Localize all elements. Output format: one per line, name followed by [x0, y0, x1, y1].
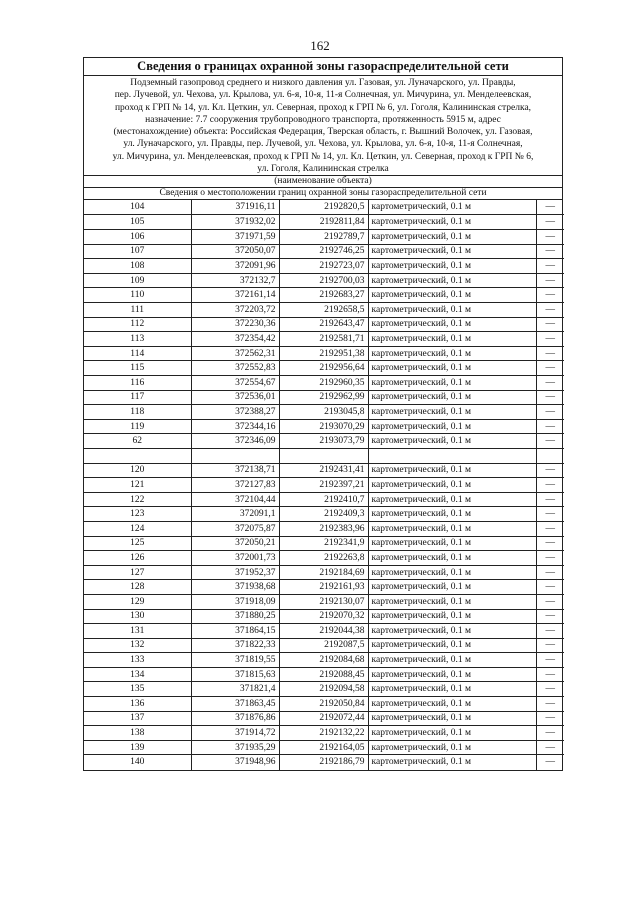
coord-y: 2192658,5	[279, 303, 368, 318]
point-number: 109	[84, 273, 191, 288]
table-row	[84, 448, 564, 463]
method-accuracy: картометрический, 0.1 м	[368, 653, 536, 668]
method-accuracy: картометрический, 0.1 м	[368, 244, 536, 259]
coord-x: 372344,16	[191, 419, 279, 434]
table-row	[84, 682, 564, 697]
table-row	[84, 624, 564, 639]
description-dash: —	[536, 273, 564, 288]
point-number: 133	[84, 653, 191, 668]
coord-y: 2192088,45	[279, 667, 368, 682]
point-number: 113	[84, 332, 191, 347]
description-dash: —	[536, 361, 564, 376]
table-row	[84, 376, 564, 391]
coord-x: 372552,83	[191, 361, 279, 376]
description-dash: —	[536, 594, 564, 609]
table-row	[84, 609, 564, 624]
coord-y: 2192960,35	[279, 376, 368, 391]
coord-x: 371916,11	[191, 200, 279, 215]
method-accuracy: картометрический, 0.1 м	[368, 580, 536, 595]
description-line: ул. Мичурина, ул. Менделеевская, проход к ГРП № 14, ул. Кл. Цеткин, ул. Северная, проход к ГРП № 6,	[112, 151, 534, 162]
table-row	[84, 521, 564, 536]
coord-x: 372230,36	[191, 317, 279, 332]
table-row	[84, 230, 564, 245]
point-number: 137	[84, 711, 191, 726]
table-row	[84, 492, 564, 507]
coord-x	[191, 448, 279, 463]
description-dash: —	[536, 740, 564, 755]
coord-y: 2192643,47	[279, 317, 368, 332]
coord-y	[279, 448, 368, 463]
point-number: 136	[84, 697, 191, 712]
point-number: 105	[84, 215, 191, 230]
point-number: 117	[84, 390, 191, 405]
table-row	[84, 697, 564, 712]
table-row	[84, 405, 564, 420]
point-number: 127	[84, 565, 191, 580]
method-accuracy: картометрический, 0.1 м	[368, 624, 536, 639]
table-row	[84, 638, 564, 653]
coord-x: 372536,01	[191, 390, 279, 405]
description-dash: —	[536, 244, 564, 259]
coord-y: 2192070,32	[279, 609, 368, 624]
method-accuracy: картометрический, 0.1 м	[368, 390, 536, 405]
method-accuracy: картометрический, 0.1 м	[368, 594, 536, 609]
point-number: 125	[84, 536, 191, 551]
table-row	[84, 667, 564, 682]
point-number: 116	[84, 376, 191, 391]
coord-y: 2192409,3	[279, 507, 368, 522]
coord-y: 2192700,03	[279, 273, 368, 288]
description-dash: —	[536, 419, 564, 434]
table-row	[84, 303, 564, 318]
description-dash: —	[536, 638, 564, 653]
method-accuracy: картометрический, 0.1 м	[368, 507, 536, 522]
point-number: 135	[84, 682, 191, 697]
description-line: пер. Лучевой, ул. Чехова, ул. Крылова, ул. 6-я, 10-я, 11-я Солнечная, ул. Мичурина, ул. Менделеевская,	[114, 90, 532, 101]
description-dash: —	[536, 434, 564, 449]
coord-y: 2192956,64	[279, 361, 368, 376]
coord-x: 371880,25	[191, 609, 279, 624]
coord-y: 2193045,8	[279, 405, 368, 420]
coord-y: 2192094,58	[279, 682, 368, 697]
method-accuracy: картометрический, 0.1 м	[368, 551, 536, 566]
coord-y: 2192431,41	[279, 463, 368, 478]
method-accuracy: картометрический, 0.1 м	[368, 215, 536, 230]
coord-y: 2192581,71	[279, 332, 368, 347]
description-dash: —	[536, 346, 564, 361]
description-dash: —	[536, 390, 564, 405]
method-accuracy: картометрический, 0.1 м	[368, 726, 536, 741]
point-number: 114	[84, 346, 191, 361]
coordinates-table	[84, 200, 564, 769]
coord-x: 371932,02	[191, 215, 279, 230]
method-accuracy	[368, 448, 536, 463]
coord-x: 371863,45	[191, 697, 279, 712]
description-line: ул. Гоголя, Калининская стрелка	[257, 164, 389, 175]
description-dash: —	[536, 288, 564, 303]
method-accuracy: картометрический, 0.1 м	[368, 273, 536, 288]
method-accuracy: картометрический, 0.1 м	[368, 303, 536, 318]
coord-y: 2193070,29	[279, 419, 368, 434]
coord-y: 2192263,8	[279, 551, 368, 566]
point-number: 130	[84, 609, 191, 624]
coord-x: 372346,09	[191, 434, 279, 449]
table-row	[84, 200, 564, 215]
method-accuracy: картометрический, 0.1 м	[368, 361, 536, 376]
point-number: 118	[84, 405, 191, 420]
table-row	[84, 653, 564, 668]
point-number: 124	[84, 521, 191, 536]
coord-x: 372132,7	[191, 273, 279, 288]
point-number: 134	[84, 667, 191, 682]
description-line: Подземный газопровод среднего и низкого давления ул. Газовая, ул. Луначарского, ул. Правды,	[130, 78, 516, 88]
method-accuracy: картометрический, 0.1 м	[368, 755, 536, 770]
coord-y: 2192397,21	[279, 478, 368, 493]
method-accuracy: картометрический, 0.1 м	[368, 200, 536, 215]
table-row	[84, 259, 564, 274]
point-number: 62	[84, 434, 191, 449]
point-number: 107	[84, 244, 191, 259]
method-accuracy: картометрический, 0.1 м	[368, 434, 536, 449]
coord-x: 372050,21	[191, 536, 279, 551]
method-accuracy: картометрический, 0.1 м	[368, 478, 536, 493]
table-row	[84, 361, 564, 376]
coord-y: 2192044,38	[279, 624, 368, 639]
point-number: 139	[84, 740, 191, 755]
table-row	[84, 551, 564, 566]
coord-y: 2192723,07	[279, 259, 368, 274]
coord-x: 372161,14	[191, 288, 279, 303]
description-dash: —	[536, 667, 564, 682]
table-row	[84, 419, 564, 434]
table-row	[84, 288, 564, 303]
description-dash: —	[536, 317, 564, 332]
description-dash: —	[536, 653, 564, 668]
description-dash: —	[536, 697, 564, 712]
description-dash: —	[536, 259, 564, 274]
table-row	[84, 580, 564, 595]
description-dash: —	[536, 609, 564, 624]
coord-x: 372127,83	[191, 478, 279, 493]
method-accuracy: картометрический, 0.1 м	[368, 317, 536, 332]
coord-y: 2192184,69	[279, 565, 368, 580]
table-row	[84, 273, 564, 288]
coord-x: 372104,44	[191, 492, 279, 507]
coord-x: 372050,07	[191, 244, 279, 259]
description-dash: —	[536, 230, 564, 245]
description-dash: —	[536, 624, 564, 639]
table-row	[84, 332, 564, 347]
coord-y: 2192683,27	[279, 288, 368, 303]
coord-y: 2192789,7	[279, 230, 368, 245]
description-dash	[536, 448, 564, 463]
coord-y: 2192186,79	[279, 755, 368, 770]
point-number: 129	[84, 594, 191, 609]
table-row	[84, 478, 564, 493]
table-row	[84, 594, 564, 609]
description-dash: —	[536, 580, 564, 595]
method-accuracy: картометрический, 0.1 м	[368, 667, 536, 682]
description-dash: —	[536, 463, 564, 478]
coord-y: 2193073,79	[279, 434, 368, 449]
object-caption: (наименование объекта)	[84, 176, 562, 188]
coord-x: 371821,4	[191, 682, 279, 697]
coord-x: 372354,42	[191, 332, 279, 347]
description-line: проход к ГРП № 14, ул. Кл. Цеткин, ул. Северная, проход к ГРП № 6, ул. Гоголя, Калининская стрелка,	[114, 102, 532, 113]
coord-y: 2192132,22	[279, 726, 368, 741]
description-dash: —	[536, 200, 564, 215]
description-dash: —	[536, 682, 564, 697]
description-dash: —	[536, 478, 564, 493]
coord-y: 2192811,84	[279, 215, 368, 230]
point-number	[84, 448, 191, 463]
description-dash: —	[536, 492, 564, 507]
description-dash: —	[536, 551, 564, 566]
coord-x: 372091,1	[191, 507, 279, 522]
table-row	[84, 726, 564, 741]
description-dash: —	[536, 405, 564, 420]
coord-y: 2192050,84	[279, 697, 368, 712]
table-row	[84, 536, 564, 551]
description-dash: —	[536, 376, 564, 391]
method-accuracy: картометрический, 0.1 м	[368, 346, 536, 361]
method-accuracy: картометрический, 0.1 м	[368, 332, 536, 347]
description-line: ул. Луначарского, ул. Правды, пер. Лучевой, ул. Чехова, ул. Крылова, ул. 6-я, 10-я, 11-я Солнечная,	[123, 139, 523, 150]
coord-x: 372562,31	[191, 346, 279, 361]
coord-x: 371918,09	[191, 594, 279, 609]
coord-y: 2192383,96	[279, 521, 368, 536]
description-line: назначение: 7.7 сооружения трубопроводного транспорта, протяженность 5915 м, адрес	[145, 114, 501, 125]
point-number: 104	[84, 200, 191, 215]
coord-x: 371819,55	[191, 653, 279, 668]
method-accuracy: картометрический, 0.1 м	[368, 521, 536, 536]
point-number: 112	[84, 317, 191, 332]
coord-x: 372138,71	[191, 463, 279, 478]
method-accuracy: картометрический, 0.1 м	[368, 419, 536, 434]
coord-x: 372075,87	[191, 521, 279, 536]
method-accuracy: картометрический, 0.1 м	[368, 711, 536, 726]
table-row	[84, 755, 564, 770]
table-row	[84, 565, 564, 580]
point-number: 140	[84, 755, 191, 770]
table-row	[84, 390, 564, 405]
method-accuracy: картометрический, 0.1 м	[368, 259, 536, 274]
table-row	[84, 346, 564, 361]
point-number: 111	[84, 303, 191, 318]
section-title: Сведения о местоположении границ охранной зоны газораспределительной сети	[84, 188, 562, 200]
method-accuracy: картометрический, 0.1 м	[368, 288, 536, 303]
method-accuracy: картометрический, 0.1 м	[368, 405, 536, 420]
method-accuracy: картометрический, 0.1 м	[368, 463, 536, 478]
coord-y: 2192164,05	[279, 740, 368, 755]
method-accuracy: картометрический, 0.1 м	[368, 682, 536, 697]
coord-x: 372001,73	[191, 551, 279, 566]
coord-x: 372203,72	[191, 303, 279, 318]
point-number: 121	[84, 478, 191, 493]
table-row	[84, 463, 564, 478]
coord-x: 372091,96	[191, 259, 279, 274]
method-accuracy: картометрический, 0.1 м	[368, 376, 536, 391]
coord-y: 2192072,44	[279, 711, 368, 726]
coord-x: 372388,27	[191, 405, 279, 420]
coord-x: 371938,68	[191, 580, 279, 595]
method-accuracy: картометрический, 0.1 м	[368, 536, 536, 551]
description-dash: —	[536, 332, 564, 347]
table-row	[84, 434, 564, 449]
coord-x: 371876,86	[191, 711, 279, 726]
point-number: 120	[84, 463, 191, 478]
coord-x: 371815,63	[191, 667, 279, 682]
coord-x: 371914,72	[191, 726, 279, 741]
point-number: 126	[84, 551, 191, 566]
point-number: 138	[84, 726, 191, 741]
description-dash: —	[536, 507, 564, 522]
point-number: 110	[84, 288, 191, 303]
coord-y: 2192130,07	[279, 594, 368, 609]
gas-zone-sheet	[83, 57, 563, 771]
table-row	[84, 215, 564, 230]
description-dash: —	[536, 755, 564, 770]
coord-x: 372554,67	[191, 376, 279, 391]
point-number: 132	[84, 638, 191, 653]
coord-x: 371822,33	[191, 638, 279, 653]
method-accuracy: картометрический, 0.1 м	[368, 230, 536, 245]
point-number: 108	[84, 259, 191, 274]
object-description	[84, 76, 562, 176]
method-accuracy: картометрический, 0.1 м	[368, 638, 536, 653]
point-number: 128	[84, 580, 191, 595]
coord-x: 371948,96	[191, 755, 279, 770]
coord-x: 371935,29	[191, 740, 279, 755]
table-row	[84, 740, 564, 755]
page-number: 162	[310, 38, 330, 53]
method-accuracy: картометрический, 0.1 м	[368, 697, 536, 712]
method-accuracy: картометрический, 0.1 м	[368, 609, 536, 624]
coord-y: 2192161,93	[279, 580, 368, 595]
description-dash: —	[536, 536, 564, 551]
coord-x: 371971,59	[191, 230, 279, 245]
coord-y: 2192410,7	[279, 492, 368, 507]
method-accuracy: картометрический, 0.1 м	[368, 565, 536, 580]
coord-y: 2192746,25	[279, 244, 368, 259]
point-number: 123	[84, 507, 191, 522]
description-dash: —	[536, 215, 564, 230]
coord-y: 2192084,68	[279, 653, 368, 668]
coord-y: 2192341,9	[279, 536, 368, 551]
description-dash: —	[536, 711, 564, 726]
method-accuracy: картометрический, 0.1 м	[368, 492, 536, 507]
method-accuracy: картометрический, 0.1 м	[368, 740, 536, 755]
coord-y: 2192962,99	[279, 390, 368, 405]
table-row	[84, 244, 564, 259]
coord-y: 2192820,5	[279, 200, 368, 215]
table-row	[84, 711, 564, 726]
coord-x: 371864,15	[191, 624, 279, 639]
point-number: 115	[84, 361, 191, 376]
table-row	[84, 317, 564, 332]
point-number: 119	[84, 419, 191, 434]
description-line: (местонахождение) объекта: Российская Федерация, Тверская область, г. Вышний Волочек, ул. Газовая,	[113, 127, 533, 138]
description-dash: —	[536, 303, 564, 318]
document-title: Сведения о границах охранной зоны газораспределительной сети	[84, 58, 562, 76]
coord-y: 2192087,5	[279, 638, 368, 653]
point-number: 122	[84, 492, 191, 507]
table-row	[84, 507, 564, 522]
description-dash: —	[536, 565, 564, 580]
description-dash: —	[536, 726, 564, 741]
point-number: 106	[84, 230, 191, 245]
point-number: 131	[84, 624, 191, 639]
coord-y: 2192951,38	[279, 346, 368, 361]
description-dash: —	[536, 521, 564, 536]
coord-x: 371952,37	[191, 565, 279, 580]
